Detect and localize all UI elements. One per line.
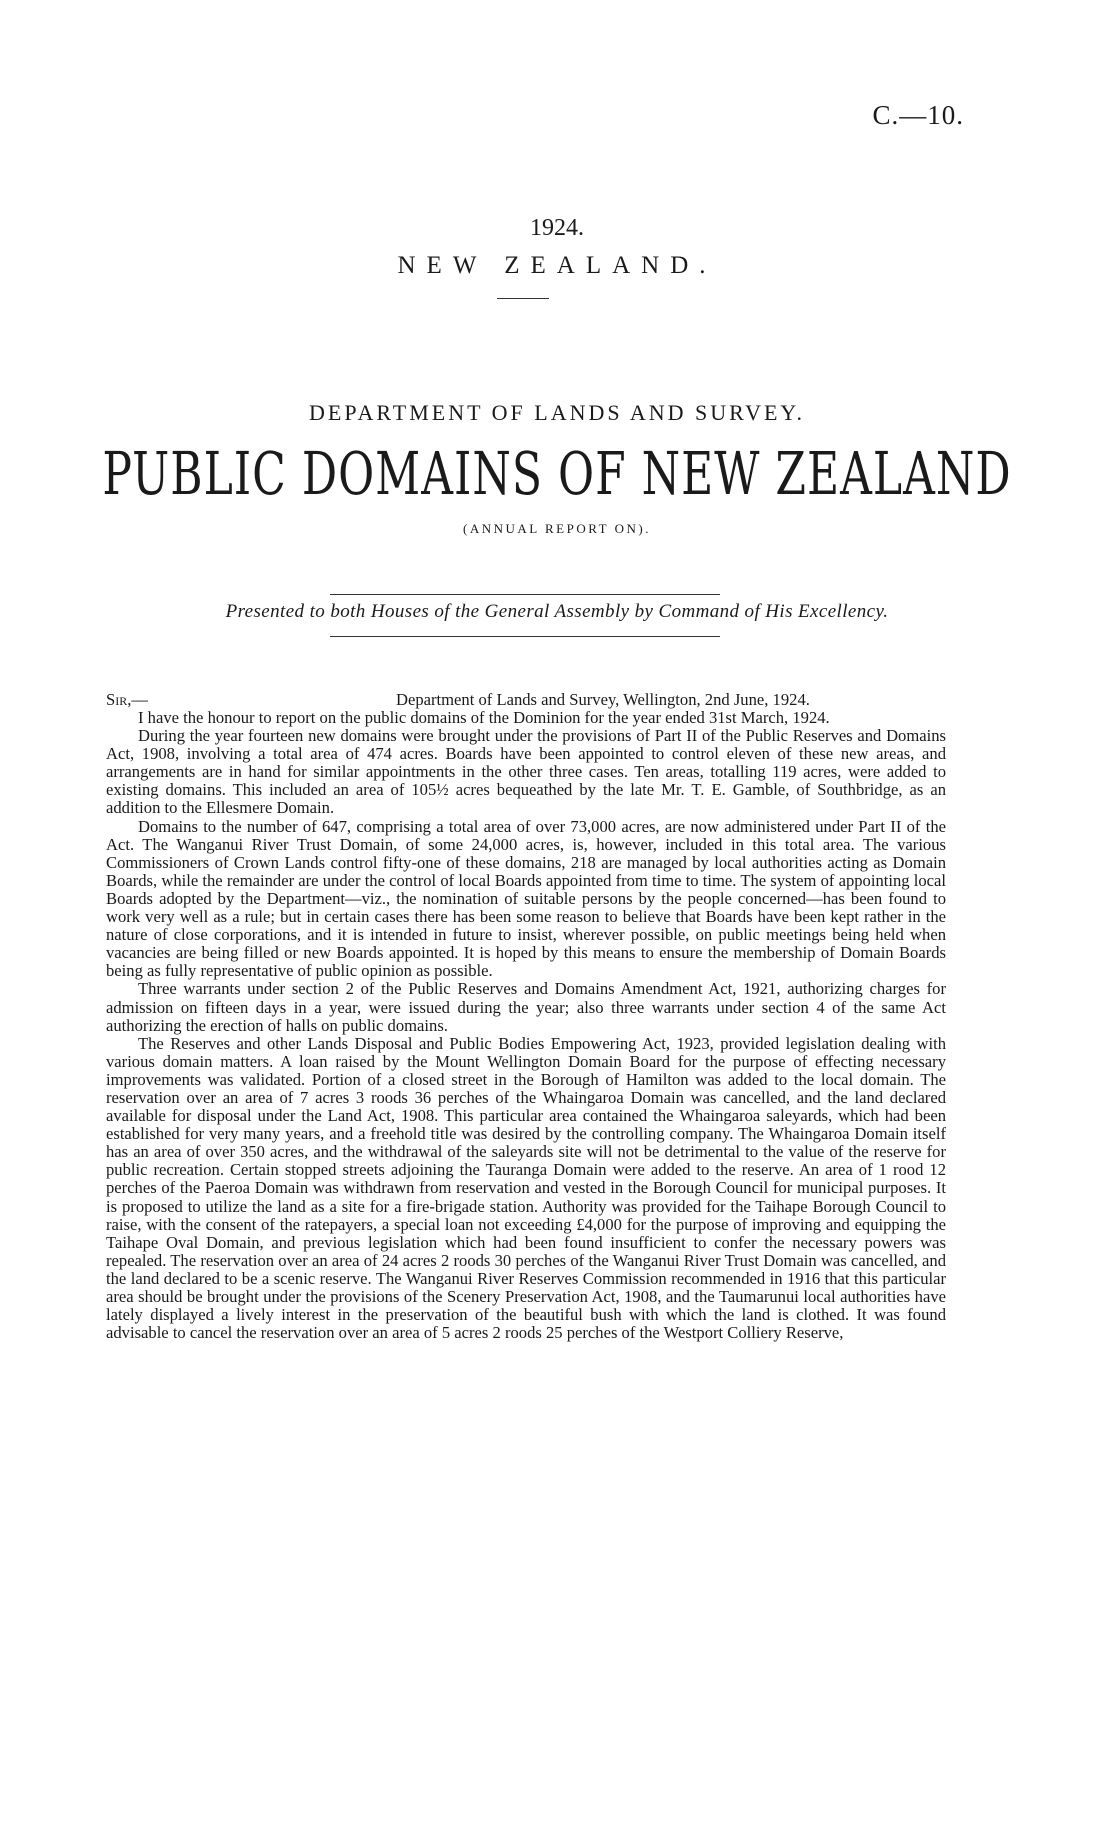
paragraph: During the year fourteen new domains were brought under the provisions of Part II of the Public Reserves and Domains Act, 1908, involving a total area of 474 acres. Boards have been appointed to control eleven of these new areas, and arrangements are in hand for similar appointments in the other three cases. Ten areas, totalling 119 acres, were added to existing domains. This included an area of 105½ acres bequeathed by the late Mr. T. E. Gamble, of Southbridge, as an addition to the Ellesmere Domain. — [106, 726, 946, 818]
paragraph: I have the honour to report on the public domains of the Dominion for the year ended 31st March, 1924. — [138, 708, 830, 727]
department-heading: DEPARTMENT OF LANDS AND SURVEY. — [309, 400, 805, 425]
presented-line: Presented to both Houses of the General Assembly by Command of His Excellency. — [225, 601, 889, 622]
divider-top — [330, 594, 720, 595]
paragraph: Domains to the number of 647, comprising a total area of over 73,000 acres, are now administered under Part II of the Act. The Wanganui River Trust Domain, of some 24,000 acres, is, however, included in this total area. The various Commissioners of Crown Lands control fifty-one of these domains, 218 are managed by local authorities acting as Domain Boards, while the remainder are under the control of local Boards appointed from time to time. The system of appointing local Boards adopted by the Department—viz., the nomination of suitable persons by the people concerned—has been found to work very well as a rule; but in certain cases there has been some reason to believe that Boards have been kept rather in the nature of close corporations, and it is intended in future to insist, wherever possible, on public meetings being held when vacancies are being filled or new Boards appointed. It is hoped by this means to ensure the membership of Domain Boards being as fully representative of public opinion as possible. — [106, 816, 946, 981]
document-code: C.—10. — [872, 100, 964, 130]
letter-body — [106, 691, 946, 1342]
salutation-line — [106, 691, 946, 709]
page-title: PUBLIC DOMAINS OF NEW ZEALAND — [102, 440, 1012, 509]
dateline: Department of Lands and Survey, Wellington, 2nd June, 1924. — [396, 690, 810, 709]
divider-bottom — [330, 636, 720, 637]
page-subtitle: (ANNUAL REPORT ON). — [463, 521, 651, 536]
salutation: Sir,— — [106, 690, 148, 709]
paragraph: Three warrants under section 2 of the Public Reserves and Domains Amendment Act, 1921, authorizing charges for admission on fifteen days in a year, were issued during the year; also three warrants under section 4 of the same Act authorizing the erection of halls on public domains. — [106, 979, 946, 1035]
divider-short — [497, 298, 549, 299]
paragraph: The Reserves and other Lands Disposal and Public Bodies Empowering Act, 1923, provided legislation dealing with various domain matters. A loan raised by the Mount Wellington Domain Board for the purpose of effecting necessary improvements was validated. Portion of a closed street in the Borough of Hamilton was added to the local domain. The reservation over an area of 7 acres 3 roods 36 perches of the Whaingaroa Domain was cancelled, and the land declared available for disposal under the Land Act, 1908. This particular area contained the Whaingaroa saleyards, which had been established for very many years, and a freehold title was desired by the controlling company. The Whaingaroa Domain itself has an area of over 350 acres, and the withdrawal of the saleyards site will not be detrimental to the value of the reserve for public recreation. Certain stopped streets adjoining the Tauranga Domain were added to the reserve. An area of 1 rood 12 perches of the Paeroa Domain was withdrawn from reservation and vested in the Borough Council for municipal purposes. It is proposed to utilize the land as a site for a fire-brigade station. Authority was provided for the Taihape Borough Council to raise, with the consent of the ratepayers, a special loan not exceeding £4,000 for the purpose of improving and equipping the Taihape Oval Domain, and previous legislation which had been found insufficient to confer the necessary powers was repealed. The reservation over an area of 24 acres 2 roods 30 perches of the Wanganui River Trust Domain was cancelled, and the land declared to be a scenic reserve. The Wanganui River Reserves Commission recommended in 1916 that this particular area should be brought under the provisions of the Scenery Preservation Act, 1908, and the Taumarunui local authorities have lately displayed a lively interest in the preservation of the beautiful bush with which the land is clothed. It was found advisable to cancel the reservation over an area of 5 acres 2 roods 25 perches of the Westport Colliery Reserve, — [106, 1033, 946, 1343]
document-year: 1924. — [530, 215, 584, 241]
country-heading: NEW ZEALAND. — [397, 252, 717, 279]
